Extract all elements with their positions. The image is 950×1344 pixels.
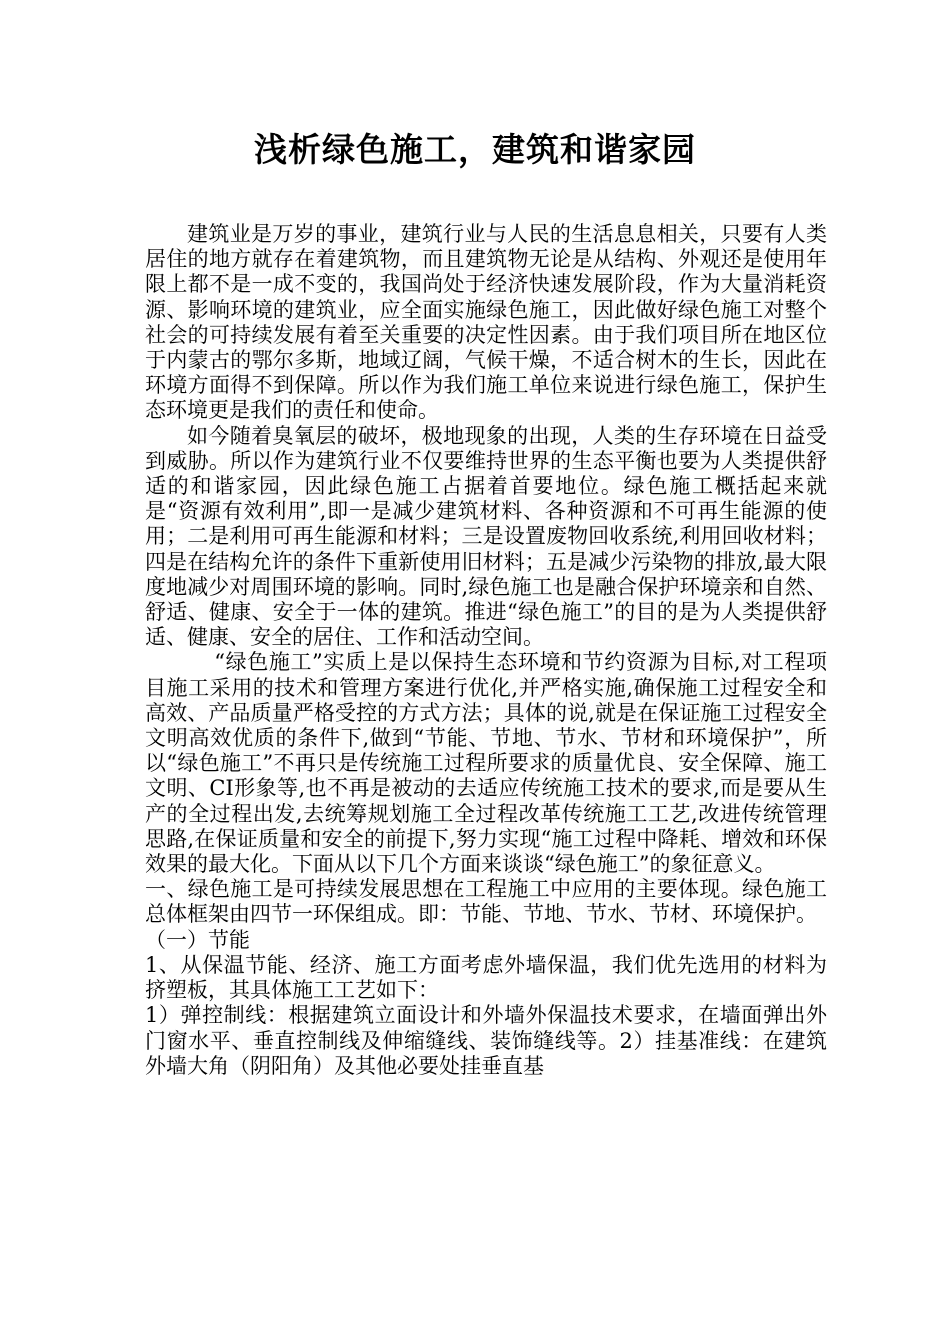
subsection-heading-energy: （一）节能	[145, 927, 250, 952]
paragraph-steps: 1）弹控制线：根据建筑立面设计和外墙外保温技术要求，在墙面弹出外门窗水平、垂直控制线及伸缩缝线、装饰缝线等。2）挂基准线：在建筑外墙大角（阴阳角）及其他必要处挂垂直基	[145, 1003, 827, 1078]
paragraph-ozone: 如今随着臭氧层的破坏，极地现象的出现，人类的生存环境在日益受到威胁。所以作为建筑行业不仅要维持世界的生态平衡也要为人类提供舒适的和谐家园，因此绿色施工占据着首要地位。绿色施工概括起来就是“资源有效利用”,即一是减少建筑材料、各种资源和不可再生能源的使用；二是利用可再生能源和材料；三是设置废物回收系统,利用回收材料；四是在结构允许的条件下重新使用旧材料；五是减少污染物的排放,最大限度地减少对周围环境的影响。同时,绿色施工也是融合保护环境亲和自然、舒适、健康、安全于一体的建筑。推进“绿色施工”的目的是为人类提供舒适、健康、安全的居住、工作和活动空间。	[145, 423, 827, 650]
section-heading-one: 一、绿色施工是可持续发展思想在工程施工中应用的主要体现。绿色施工总体框架由四节一环保组成。即：节能、节地、节水、节材、环境保护。	[145, 877, 827, 927]
document-body	[145, 222, 827, 1079]
paragraph-green-construction: “绿色施工”实质上是以保持生态环境和节约资源为目标,对工程项目施工采用的技术和管理方案进行优化,并严格实施,确保施工过程安全和高效、产品质量严格受控的方式方法；具体的说,就是在保证施工过程安全文明高效优质的条件下,做到“节能、节地、节水、节材和环境保护”，所以“绿色施工”不再只是传统施工过程所要求的质量优良、安全保障、施工文明、CI形象等,也不再是被动的去适应传统施工技术的要求,而是要从生产的全过程出发,去统筹规划施工全过程改革传统施工工艺,改进传统管理思路,在保证质量和安全的前提下,努力实现“施工过程中降耗、增效和环保效果的最大化。下面从以下几个方面来谈谈“绿色施工”的象征意义。	[145, 650, 827, 877]
paragraph-intro: 建筑业是万岁的事业，建筑行业与人民的生活息息相关，只要有人类居住的地方就存在着建筑物，而且建筑物无论是从结构、外观还是使用年限上都不是一成不变的，我国尚处于经济快速发展阶段，作为大量消耗资源、影响环境的建筑业，应全面实施绿色施工，因此做好绿色施工对整个社会的可持续发展有着至关重要的决定性因素。由于我们项目所在地区位于内蒙古的鄂尔多斯，地域辽阔，气候干燥，不适合树木的生长，因此在环境方面得不到保障。所以作为我们施工单位来说进行绿色施工，保护生态环境更是我们的责任和使命。	[145, 222, 827, 423]
paragraph-insulation: 1、从保温节能、经济、施工方面考虑外墙保温，我们优先选用的材料为挤塑板，其具体施工工艺如下：	[145, 952, 827, 1003]
document-title: 浅析绿色施工，建筑和谐家园	[254, 130, 696, 169]
